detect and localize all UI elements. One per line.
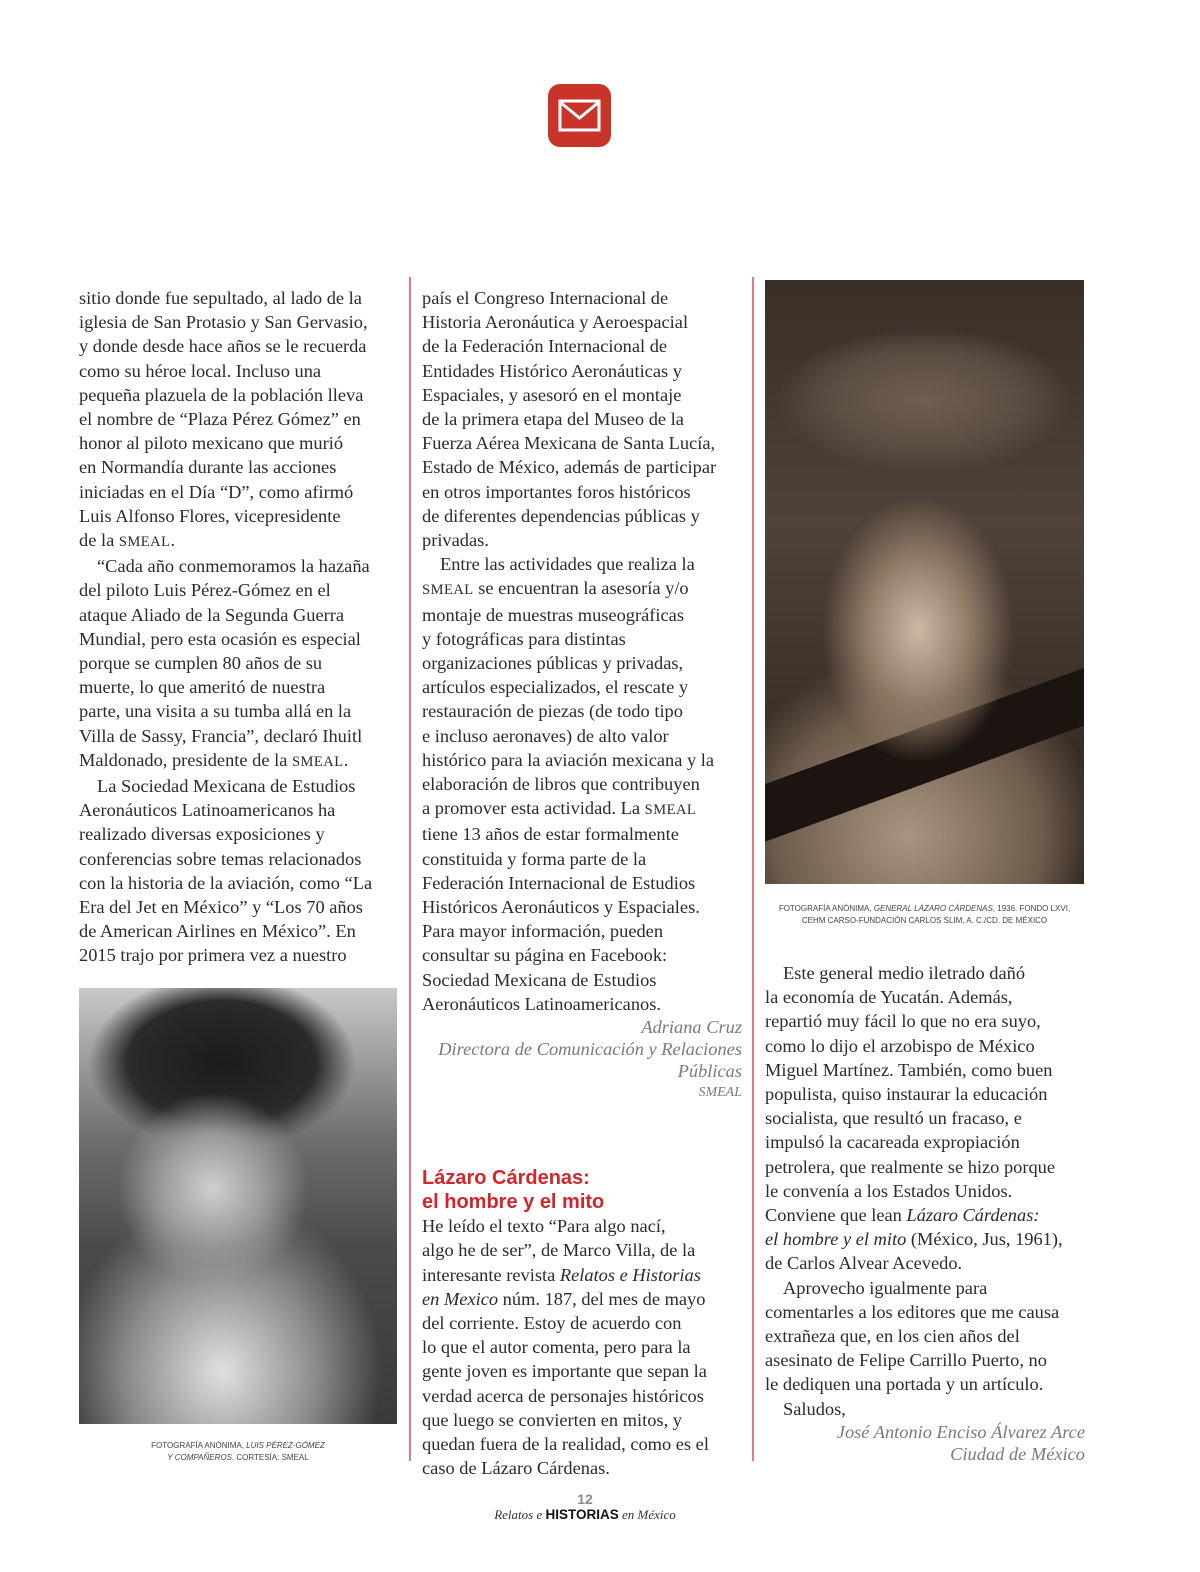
smeal-acronym: SMEAL — [422, 582, 474, 599]
text-fragment: Maldonado, presidente de la — [79, 749, 292, 770]
col1-paragraph-3 — [79, 774, 399, 968]
text-fragment: núm. 187, del mes de mayo — [498, 1288, 706, 1309]
text-line: iglesia de San Protasio y San Gervasio, — [79, 312, 368, 333]
signature-city: Ciudad de México — [950, 1443, 1085, 1464]
caption-title: LUIS PÉREZ-GÓMEZ — [246, 1441, 325, 1450]
text-line: repartió muy fácil lo que no era suyo, — [765, 1011, 1041, 1032]
caption-credit: . CORTESÍA: SMEAL — [231, 1453, 309, 1462]
text-line — [422, 1287, 742, 1311]
text-line: ataque Aliado de la Segunda Guerra — [79, 604, 345, 625]
text-line: la economía de Yucatán. Además, — [765, 987, 1013, 1008]
text-line: organizaciones públicas y privadas, — [422, 653, 684, 674]
text-line — [765, 1227, 1085, 1251]
text-line: Luis Alfonso Flores, vicepresidente — [79, 505, 341, 526]
text-line — [422, 576, 742, 602]
text-line: de Carlos Alvear Acevedo. — [765, 1253, 963, 1274]
text-line: le dediquen una portada y un artículo. — [765, 1374, 1044, 1395]
text-line: pequeña plazuela de la población lleva — [79, 384, 364, 405]
smeal-acronym: SMEAL — [644, 802, 697, 819]
text-fragment: interesante revista — [422, 1264, 560, 1285]
text-line: en otros importantes foros históricos — [422, 481, 691, 502]
text-line: Federación Internacional de Estudios — [422, 872, 696, 893]
text-line: le convenía a los Estados Unidos. — [765, 1180, 1013, 1201]
caption-text: FOTOGRAFÍA ANÓNIMA, — [778, 904, 874, 913]
text-line: elaboración de libros que contribuyen — [422, 774, 700, 795]
text-fragment: Conviene que lean — [765, 1205, 907, 1226]
text-line — [422, 1263, 742, 1287]
col2-paragraph-1 — [422, 286, 742, 552]
text-line: de la primera etapa del Museo de la — [422, 409, 684, 430]
text-line — [79, 748, 399, 774]
text-line: populista, quiso instaurar la educación — [765, 1084, 1048, 1105]
text-fragment: de la — [79, 530, 119, 551]
text-line: de American Airlines en México”. En — [79, 921, 356, 942]
text-line: Era del Jet en México” y “Los 70 años — [79, 897, 363, 918]
text-line — [765, 1203, 1085, 1227]
text-line: artículos especializados, el rescate y — [422, 677, 689, 698]
photo-lazaro-cardenas — [765, 280, 1084, 884]
text-line: como lo dijo el arzobispo de México — [765, 1035, 1035, 1056]
text-line: consultar su página en Facebook: — [422, 945, 668, 966]
text-line: socialista, que resultó un fracaso, e — [765, 1108, 1022, 1129]
text-line: Para mayor información, pueden — [422, 921, 664, 942]
text-line: comentarles a los editores que me causa — [765, 1301, 1060, 1322]
signature-name: José Antonio Enciso Álvarez Arce — [836, 1421, 1085, 1442]
text-line: lo que el autor comenta, pero para la — [422, 1337, 691, 1358]
text-line: La Sociedad Mexicana de Estudios — [97, 776, 356, 797]
text-line: conferencias sobre temas relacionados — [79, 848, 362, 869]
col1-paragraph-2 — [79, 554, 399, 774]
col3-paragraph-2 — [765, 1276, 1085, 1421]
text-line: asesinato de Felipe Carrillo Puerto, no — [765, 1350, 1047, 1371]
col2-paragraph-2 — [422, 552, 742, 1016]
photo-caption-2 — [765, 903, 1084, 927]
text-fragment: . — [343, 749, 349, 770]
letter-2-signature — [765, 1421, 1085, 1465]
signature-name: Adriana Cruz — [641, 1017, 742, 1038]
letter-1-signature — [422, 1016, 742, 1104]
page-footer — [470, 1491, 700, 1524]
photo-caption-1 — [79, 1440, 397, 1464]
text-line: extrañeza que, en los cien años del — [765, 1326, 1020, 1347]
text-line: Este general medio iletrado dañó — [783, 963, 1026, 983]
text-line: caso de Lázaro Cárdenas. — [422, 1458, 610, 1479]
magazine-name-part: HISTORIAS — [545, 1507, 619, 1522]
text-line: privadas. — [422, 530, 489, 551]
column-separator-2 — [752, 277, 754, 1461]
text-line: tiene 13 años de estar formalmente — [422, 824, 679, 845]
letter-2-heading — [422, 1166, 742, 1214]
text-fragment: se encuentran la asesoría y/o — [473, 578, 689, 599]
text-line: Espaciales, y asesoró en el montaje — [422, 384, 682, 405]
signature-org: SMEAL — [698, 1085, 742, 1101]
text-line: montaje de muestras museográficas — [422, 604, 684, 625]
text-line — [422, 796, 742, 822]
text-line: Mundial, pero esta ocasión es especial — [79, 628, 361, 649]
text-line: con la historia de la aviación, como “La — [79, 872, 373, 893]
text-line: muerte, lo que ameritó de nuestra — [79, 677, 326, 698]
smeal-acronym: SMEAL — [291, 753, 344, 770]
text-line: honor al piloto mexicano que murió — [79, 433, 344, 454]
signature-title: Directora de Comunicación y Relaciones — [438, 1039, 742, 1060]
text-line: iniciadas en el Día “D”, como afirmó — [79, 481, 354, 502]
signature-title: Públicas — [677, 1061, 742, 1082]
column-3 — [765, 961, 1085, 1465]
text-line: algo he de ser”, de Marco Villa, de la — [422, 1240, 696, 1261]
photo-luis-perez-gomez — [79, 988, 397, 1424]
caption-title: GENERAL LÁZARO CÁRDENAS — [873, 904, 993, 913]
text-line: porque se cumplen 80 años de su — [79, 653, 323, 674]
text-line: Sociedad Mexicana de Estudios — [422, 969, 657, 990]
letter-2-paragraph — [422, 1214, 742, 1480]
smeal-acronym: SMEAL — [118, 534, 171, 551]
heading-line: Lázaro Cárdenas: — [422, 1167, 590, 1190]
caption-text: FOTOGRAFÍA ANÓNIMA, — [151, 1441, 247, 1450]
text-line: “Cada año conmemoramos la hazaña — [97, 556, 370, 577]
closing: Saludos, — [783, 1398, 846, 1419]
text-line: Fuerza Aérea Mexicana de Santa Lucía, — [422, 433, 716, 454]
text-line: Miguel Martínez. También, como buen — [765, 1059, 1053, 1080]
text-line: quedan fuera de la realidad, como es el — [422, 1433, 709, 1454]
text-line: y fotográficas para distintas — [422, 628, 626, 649]
text-line: país el Congreso Internacional de — [422, 288, 669, 308]
text-line: constituida y forma parte de la — [422, 848, 647, 869]
caption-credit: , 1936. FONDO LXVI, — [992, 904, 1071, 913]
heading-line: el hombre y el mito — [422, 1191, 605, 1214]
text-line: He leído el texto “Para algo nací, — [422, 1216, 666, 1237]
col3-paragraph-1 — [765, 961, 1085, 1276]
text-line: de diferentes dependencias públicas y — [422, 505, 700, 526]
text-line: en Normandía durante las acciones — [79, 457, 337, 478]
col1-paragraph-1 — [79, 286, 399, 554]
text-line: Estado de México, además de participar — [422, 457, 717, 478]
caption-credit: CEHM CARSO-FUNDACIÓN CARLOS SLIM, A. C./CD. DE MÉXICO — [801, 916, 1048, 925]
text-line: sitio donde fue sepultado, al lado de la — [79, 288, 362, 308]
text-line: parte, una visita a su tumba allá en la — [79, 701, 352, 722]
text-line: y donde desde hace años se le recuerda — [79, 336, 367, 357]
text-line: Entre las actividades que realiza la — [440, 554, 695, 575]
magazine-name-part: en México — [618, 1507, 676, 1522]
text-line: Aprovecho igualmente para — [783, 1277, 988, 1298]
magazine-title: en Mexico — [422, 1288, 499, 1309]
text-line: Entidades Histórico Aeronáuticas y — [422, 360, 682, 381]
text-line: Historia Aeronáutica y Aeroespacial — [422, 312, 689, 333]
column-separator-1 — [409, 277, 411, 1461]
page-number: 12 — [577, 1491, 593, 1507]
text-line: Aeronáuticos Latinoamericanos. — [422, 993, 661, 1014]
text-line: impulsó la cacareada expropiación — [765, 1132, 1020, 1153]
text-line: Aeronáuticos Latinoamericanos ha — [79, 800, 336, 821]
text-line: como su héroe local. Incluso una — [79, 360, 322, 381]
column-2 — [422, 286, 742, 1480]
book-title: el hombre y el mito — [765, 1229, 907, 1250]
magazine-name-part: Relatos e — [494, 1507, 546, 1522]
text-line: el nombre de “Plaza Pérez Gómez” en — [79, 409, 361, 430]
text-line: verdad acerca de personajes históricos — [422, 1385, 704, 1406]
caption-title: Y COMPAÑEROS — [167, 1453, 232, 1462]
text-line — [79, 528, 399, 554]
text-line: e incluso aeronaves) de alto valor — [422, 725, 669, 746]
magazine-title: Relatos e Historias — [559, 1264, 701, 1285]
text-fragment: (México, Jus, 1961), — [906, 1229, 1063, 1250]
text-line: de la Federación Internacional de — [422, 336, 668, 357]
text-fragment: a promover esta actividad. La — [422, 798, 645, 819]
text-line: Villa de Sassy, Francia”, declaró Ihuitl — [79, 725, 363, 746]
mail-envelope-icon — [548, 84, 611, 147]
text-line: Históricos Aeronáuticos y Espaciales. — [422, 897, 700, 918]
text-fragment: . — [170, 530, 176, 551]
text-line: restauración de piezas (de todo tipo — [422, 701, 683, 722]
text-line: realizado diversas exposiciones y — [79, 824, 325, 845]
text-line: 2015 trajo por primera vez a nuestro — [79, 945, 347, 966]
text-line: que luego se convierten en mitos, y — [422, 1409, 682, 1430]
book-title: Lázaro Cárdenas: — [906, 1205, 1040, 1226]
text-line: histórico para la aviación mexicana y la — [422, 749, 715, 770]
magazine-name — [470, 1507, 700, 1524]
column-1 — [79, 286, 399, 968]
text-line: del corriente. Estoy de acuerdo con — [422, 1312, 682, 1333]
text-line: gente joven es importante que sepan la — [422, 1361, 707, 1382]
text-line: del piloto Luis Pérez-Gómez en el — [79, 580, 331, 601]
text-line: petrolera, que realmente se hizo porque — [765, 1156, 1056, 1177]
